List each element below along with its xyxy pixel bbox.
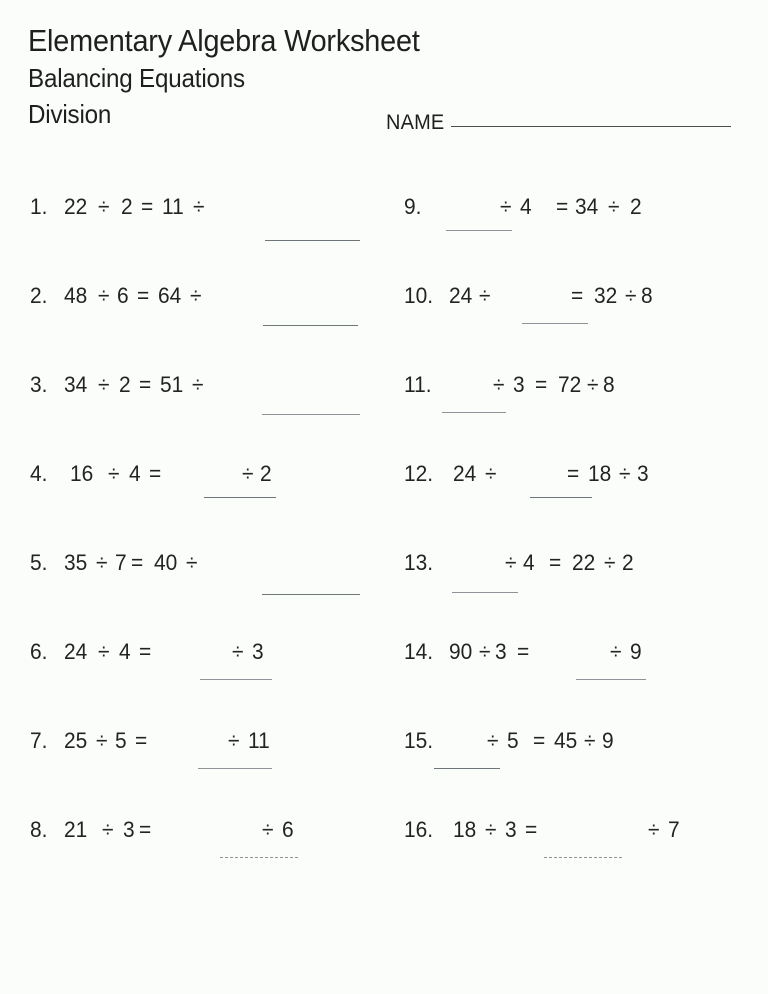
problem-number: 3. <box>30 372 48 397</box>
equals-sign: = <box>140 194 154 219</box>
name-field[interactable] <box>386 112 731 140</box>
divide-icon: ÷ <box>624 283 636 308</box>
equals-sign: = <box>567 461 580 486</box>
problem-number: 4. <box>30 461 48 486</box>
operand-b: 5 <box>114 728 127 753</box>
divide-icon: ÷ <box>607 194 620 219</box>
operand-c: 32 <box>594 283 618 308</box>
divide-icon: ÷ <box>98 283 110 308</box>
equation <box>30 283 282 309</box>
problem-11 <box>404 364 744 452</box>
operand-a: 48 <box>64 283 88 308</box>
answer-blank[interactable] <box>522 323 588 324</box>
problem-1 <box>30 186 390 274</box>
name-label: NAME <box>386 111 445 134</box>
operand-b: 4 <box>128 461 141 486</box>
operand-c: 72 <box>558 372 582 397</box>
divide-icon: ÷ <box>192 194 204 219</box>
equation <box>30 550 278 576</box>
answer-blank[interactable] <box>262 594 360 595</box>
answer-blank[interactable] <box>576 679 646 680</box>
answer-blank[interactable] <box>200 679 272 680</box>
equation <box>404 372 615 398</box>
operand-d: 8 <box>602 372 615 397</box>
equals-sign: = <box>136 283 150 308</box>
equation <box>404 283 653 309</box>
equation <box>30 728 271 754</box>
operand-b: 2 <box>118 372 131 397</box>
answer-blank[interactable] <box>263 325 358 326</box>
answer-blank[interactable] <box>452 592 518 593</box>
equation <box>404 817 681 843</box>
operand-b: 4 <box>520 194 532 219</box>
equals-sign: = <box>138 817 152 842</box>
problem-8 <box>30 809 390 897</box>
problem-number: 10. <box>404 283 434 308</box>
equation <box>30 372 284 398</box>
answer-blank[interactable] <box>265 240 360 241</box>
operand-d: 9 <box>602 728 614 753</box>
operand-d: 11 <box>247 728 270 753</box>
divide-icon: ÷ <box>96 728 108 753</box>
problem-12 <box>404 453 744 541</box>
operand-d: 9 <box>630 639 642 664</box>
divide-icon: ÷ <box>231 639 244 664</box>
problem-14 <box>404 631 744 719</box>
problem-number: 9. <box>404 194 422 219</box>
divide-icon: ÷ <box>486 728 499 753</box>
problem-13 <box>404 542 744 630</box>
operand-a: 90 <box>448 639 472 664</box>
problem-number: 5. <box>30 550 48 575</box>
problem-4 <box>30 453 390 541</box>
answer-blank[interactable] <box>544 857 622 858</box>
operand-d: 2 <box>259 461 272 486</box>
operand-c: 11 <box>161 194 184 219</box>
problem-grid <box>0 186 768 906</box>
operand-b: 3 <box>505 817 517 842</box>
answer-blank[interactable] <box>442 412 506 413</box>
equation <box>404 639 643 665</box>
operand-c: 22 <box>571 550 596 575</box>
problem-number: 11. <box>404 372 432 397</box>
operand-a: 21 <box>64 817 88 842</box>
name-input-rule[interactable] <box>451 126 731 127</box>
problem-16 <box>404 809 744 897</box>
problem-9 <box>404 186 744 274</box>
problem-number: 8. <box>30 817 48 842</box>
operand-a: 24 <box>452 461 476 486</box>
equation <box>404 194 642 220</box>
problem-5 <box>30 542 390 630</box>
divide-icon: ÷ <box>504 550 517 575</box>
operand-a: 22 <box>64 194 88 219</box>
divide-icon: ÷ <box>186 550 198 575</box>
problem-15 <box>404 720 744 808</box>
equals-sign: = <box>525 817 538 842</box>
answer-blank[interactable] <box>198 768 272 769</box>
problem-number: 12. <box>404 461 434 486</box>
equation <box>404 461 649 487</box>
equation <box>30 817 294 843</box>
problem-column-right <box>404 186 744 906</box>
operand-b: 4 <box>522 550 535 575</box>
equals-sign: = <box>134 728 148 753</box>
operand-a: 35 <box>64 550 88 575</box>
operand-d: 8 <box>640 283 653 308</box>
operand-a: 24 <box>64 639 88 664</box>
answer-blank[interactable] <box>262 414 360 415</box>
divide-icon: ÷ <box>108 461 120 486</box>
operand-d: 3 <box>636 461 649 486</box>
answer-blank[interactable] <box>434 768 500 769</box>
divide-icon: ÷ <box>485 461 497 486</box>
operand-d: 6 <box>281 817 294 842</box>
operand-a: 16 <box>70 461 94 486</box>
divide-icon: ÷ <box>98 372 110 397</box>
operand-d: 2 <box>622 550 634 575</box>
worksheet-header <box>0 0 768 160</box>
equation <box>30 461 272 487</box>
equals-sign: = <box>556 194 569 219</box>
divide-icon: ÷ <box>241 461 254 486</box>
equation <box>30 194 285 220</box>
divide-icon: ÷ <box>610 639 622 664</box>
operand-a: 24 <box>448 283 472 308</box>
divide-icon: ÷ <box>98 639 110 664</box>
equals-sign: = <box>138 372 152 397</box>
answer-blank[interactable] <box>530 497 592 498</box>
title-line-1: Elementary Algebra Worksheet <box>28 23 420 58</box>
problem-number: 1. <box>30 194 48 219</box>
divide-icon: ÷ <box>102 817 114 842</box>
answer-blank[interactable] <box>204 497 276 498</box>
operand-b: 5 <box>506 728 519 753</box>
operand-a: 18 <box>452 817 476 842</box>
divide-icon: ÷ <box>618 461 630 486</box>
equals-sign: = <box>517 639 530 664</box>
answer-blank[interactable] <box>220 857 298 858</box>
problem-number: 15. <box>404 728 434 753</box>
equals-sign: = <box>130 550 144 575</box>
equals-sign: = <box>532 728 546 753</box>
divide-icon: ÷ <box>485 817 497 842</box>
operand-d: 3 <box>251 639 264 664</box>
title-line-3: Division <box>28 99 112 129</box>
operand-b: 4 <box>118 639 131 664</box>
divide-icon: ÷ <box>96 550 108 575</box>
divide-icon: ÷ <box>500 194 512 219</box>
operand-b: 3 <box>513 372 525 397</box>
divide-icon: ÷ <box>492 372 505 397</box>
divide-icon: ÷ <box>584 728 596 753</box>
title-line-2: Balancing Equations <box>28 63 245 93</box>
equals-sign: = <box>535 372 548 397</box>
divide-icon: ÷ <box>479 639 491 664</box>
operand-c: 45 <box>553 728 578 753</box>
problem-column-left <box>30 186 390 906</box>
problem-number: 7. <box>30 728 48 753</box>
divide-icon: ÷ <box>261 817 274 842</box>
operand-b: 2 <box>120 194 133 219</box>
problem-number: 6. <box>30 639 48 664</box>
equals-sign: = <box>138 639 152 664</box>
divide-icon: ÷ <box>479 283 491 308</box>
problem-10 <box>404 275 744 363</box>
problem-7 <box>30 720 390 808</box>
operand-a: 34 <box>64 372 88 397</box>
problem-number: 13. <box>404 550 434 575</box>
equation <box>404 550 635 576</box>
operand-d: 7 <box>668 817 680 842</box>
operand-c: 40 <box>153 550 177 575</box>
problem-2 <box>30 275 390 363</box>
operand-b: 3 <box>495 639 507 664</box>
equals-sign: = <box>148 461 162 486</box>
divide-icon: ÷ <box>227 728 240 753</box>
problem-6 <box>30 631 390 719</box>
divide-icon: ÷ <box>190 283 202 308</box>
operand-c: 18 <box>588 461 612 486</box>
divide-icon: ÷ <box>586 372 599 397</box>
problem-number: 14. <box>404 639 434 664</box>
problem-3 <box>30 364 390 452</box>
equation <box>404 728 615 754</box>
divide-icon: ÷ <box>192 372 204 397</box>
equation <box>30 639 264 665</box>
problem-number: 16. <box>404 817 434 842</box>
operand-b: 3 <box>122 817 135 842</box>
divide-icon: ÷ <box>648 817 660 842</box>
operand-b: 6 <box>116 283 129 308</box>
operand-a: 25 <box>64 728 88 753</box>
operand-c: 51 <box>159 372 183 397</box>
problem-number: 2. <box>30 283 48 308</box>
divide-icon: ÷ <box>98 194 110 219</box>
equals-sign: = <box>571 283 584 308</box>
operand-d: 2 <box>629 194 642 219</box>
operand-c: 34 <box>575 194 599 219</box>
operand-b: 7 <box>114 550 127 575</box>
answer-blank[interactable] <box>446 230 512 231</box>
equals-sign: = <box>548 550 562 575</box>
divide-icon: ÷ <box>604 550 616 575</box>
operand-c: 64 <box>157 283 181 308</box>
